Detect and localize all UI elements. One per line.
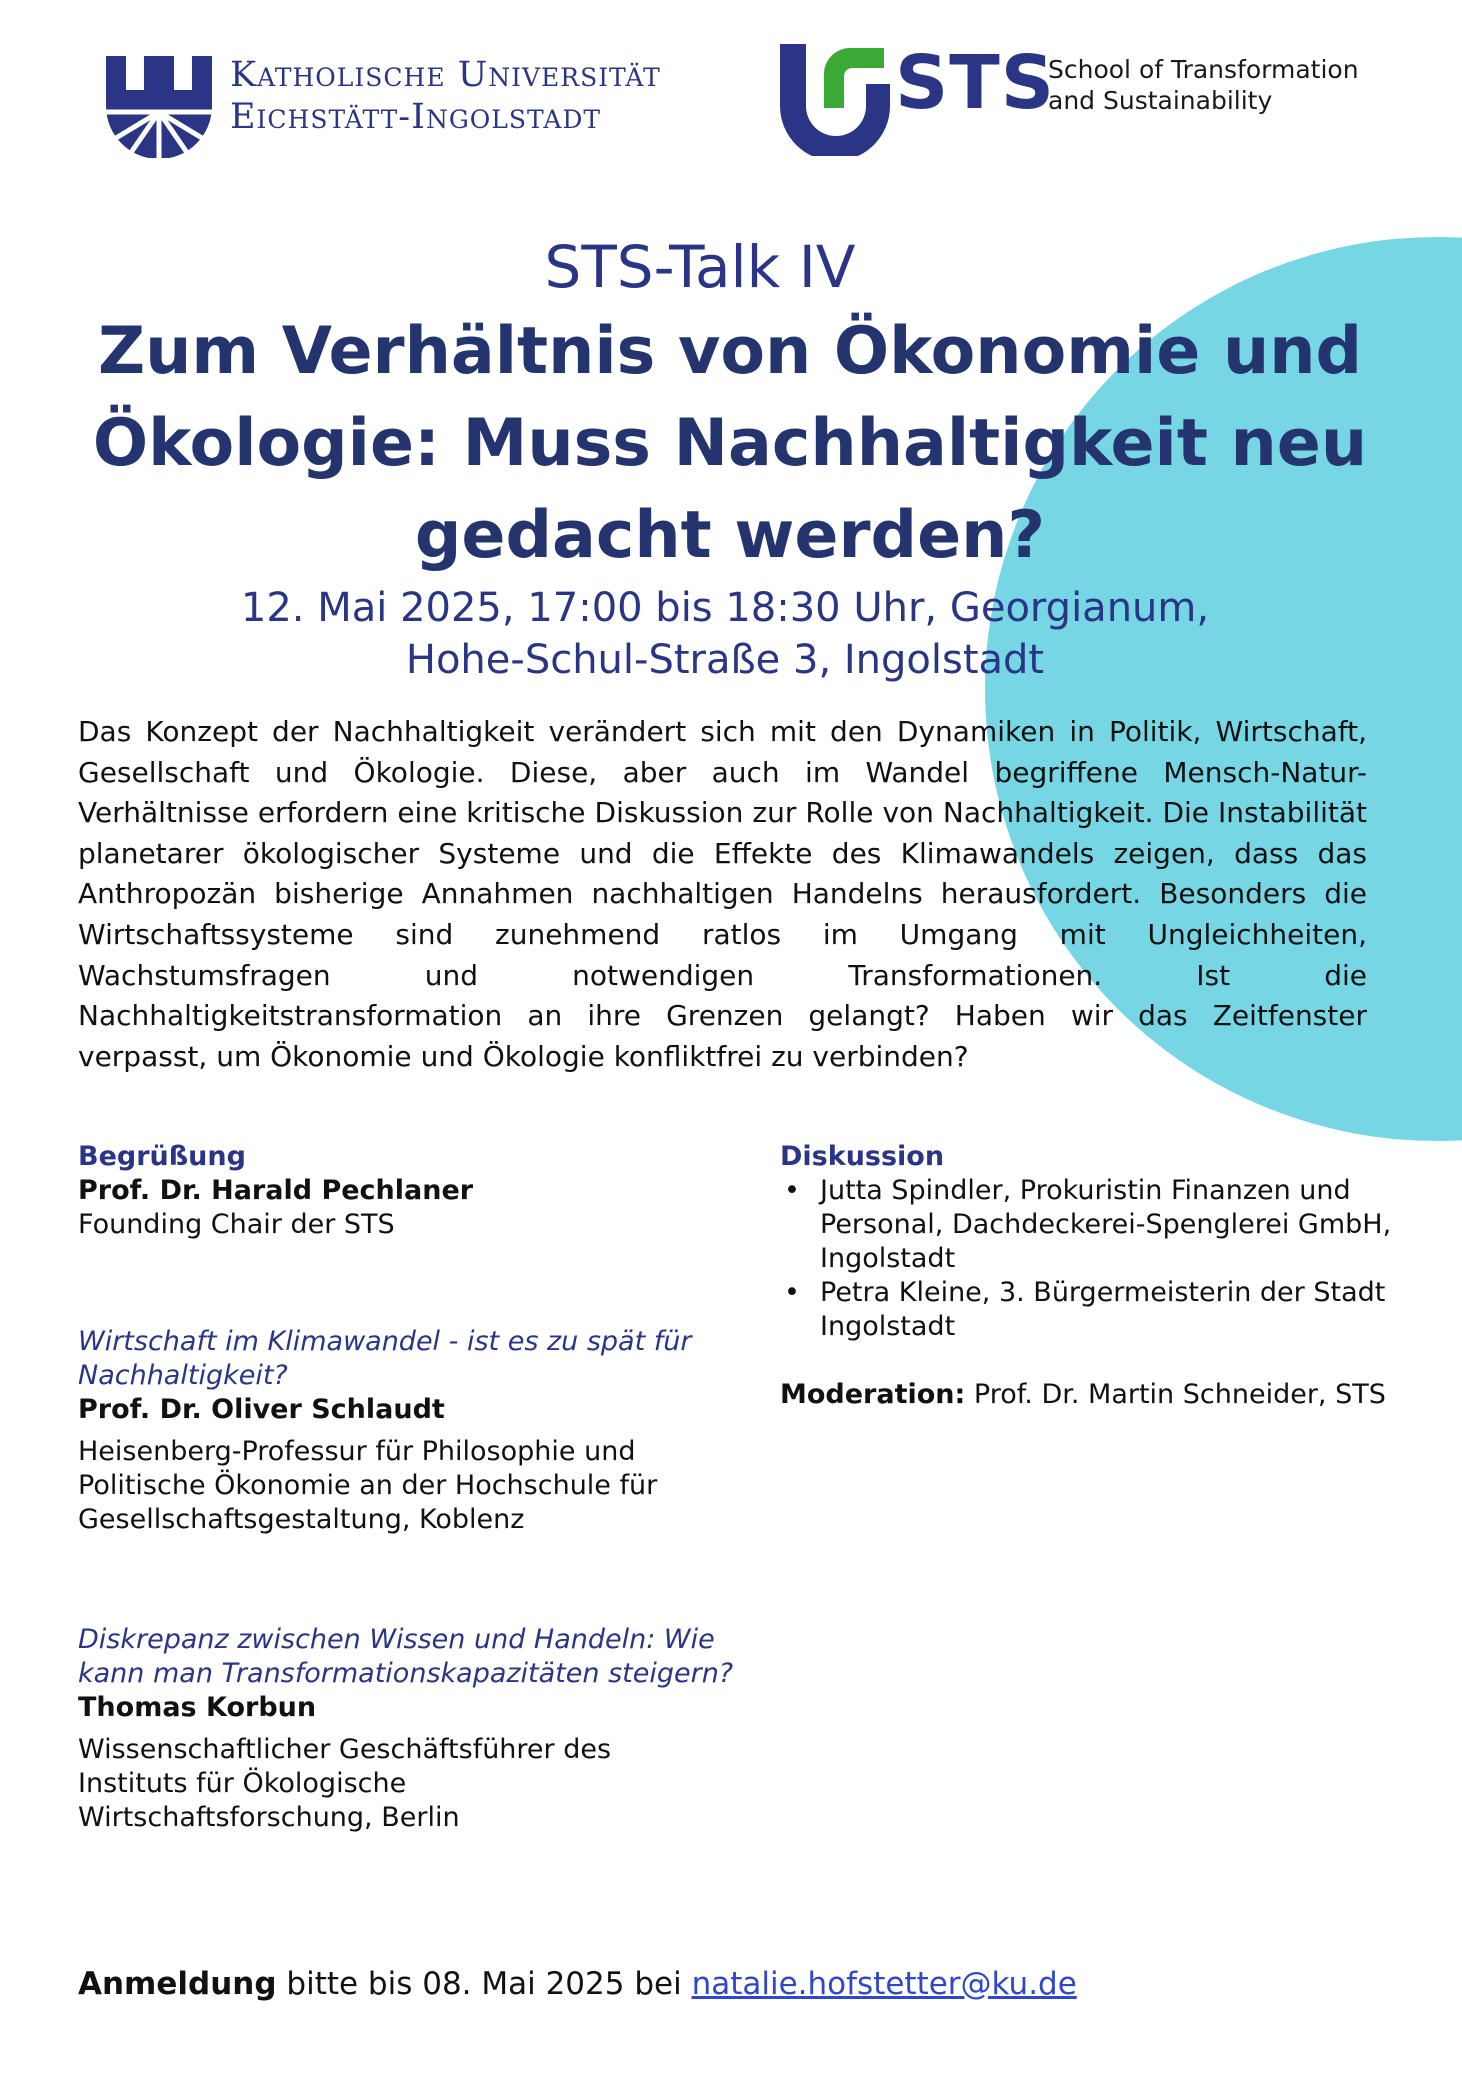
welcome-speaker-name: Prof. Dr. Harald Pechlaner <box>78 1175 474 1206</box>
program-right-column <box>780 1140 1400 1412</box>
talk2-speaker-name: Thomas Korbun <box>78 1692 317 1723</box>
registration-line <box>78 1964 1077 2004</box>
ku-name-line2: Eichstätt-Ingolstadt <box>230 97 602 137</box>
ku-name-line1: Katholische Universität <box>230 55 661 95</box>
talk1-speaker-name: Prof. Dr. Oliver Schlaudt <box>78 1394 445 1425</box>
sts-name-line1: School of Transformation <box>1048 55 1359 84</box>
event-title-line1: Zum Verhältnis von Ökonomie und <box>97 314 1363 389</box>
talk2-speaker-role: Wissenschaftlicher Geschäftsführer des Instituts für Ökologische Wirtschaftsforschung, Berlin <box>78 1734 612 1833</box>
list-item <box>780 1174 1400 1276</box>
ku-emblem-icon <box>106 56 212 158</box>
event-title-line2: Ökologie: Muss Nachhaltigkeit neu <box>92 406 1368 481</box>
registration-email-link[interactable]: natalie.hofstetter@ku.de <box>691 1966 1077 2002</box>
list-item <box>780 1276 1400 1344</box>
sts-school-name <box>1048 54 1359 116</box>
intro-paragraph: Das Konzept der Nachhaltigkeit verändert sich mit den Dynamiken in Politik, Wirtschaft, Gesellschaft und Ökologie. Diese, aber auch im Wandel begriffene Mensch-Natur-Verhältnisse erfordern eine kritische Diskussion zur Rolle von Nachhaltigkeit. Die Instabilität planetarer ökologischer Systeme und die Effekte des Klimawandels zeigen, dass das Anthropozän bisherige Annahmen nachhaltigen Handelns herausfordert. Besonders die Wirtschaftssysteme sind zunehmend ratlos im Umgang mit Ungleichheiten, Wachstumsfragen und notwendigen Transformationen. Ist die Nachhaltigkeitstransformation an ihre Grenzen gelangt? Haben wir das Zeitfenster verpasst, um Ökonomie und Ökologie konfliktfrei zu verbinden? <box>78 715 1367 1073</box>
discussion-heading: Diskussion <box>780 1141 945 1172</box>
sts-name-line2: and Sustainability <box>1048 86 1273 115</box>
event-title-line3: gedacht werden? <box>414 498 1046 573</box>
event-title <box>20 306 1440 582</box>
sts-wordmark: STS <box>895 40 1056 126</box>
moderation-label: Moderation: <box>780 1379 966 1410</box>
event-address-line: Hohe-Schul-Straße 3, Ingolstadt <box>405 637 1045 683</box>
talk1-title: Wirtschaft im Klimawandel - ist es zu spät für Nachhaltigkeit? <box>78 1326 692 1391</box>
welcome-heading: Begrüßung <box>78 1141 246 1172</box>
discussion-participants-list <box>780 1174 1400 1344</box>
bullet-icon: • <box>784 1277 800 1308</box>
participant-text: Jutta Spindler, Prokuristin Finanzen und Personal, Dachdeckerei-Spenglerei GmbH, Ingolstadt <box>820 1175 1392 1274</box>
program-left-column <box>78 1140 758 1835</box>
event-date-location <box>0 582 1450 686</box>
registration-label: Anmeldung <box>78 1966 277 2002</box>
moderation-text: Prof. Dr. Martin Schneider, STS <box>965 1379 1386 1410</box>
ku-university-name <box>230 54 661 138</box>
talk2-title: Diskrepanz zwischen Wissen und Handeln: Wie kann man Transformationskapazitäten steigern? <box>78 1624 734 1689</box>
sts-logo-icon <box>780 44 890 156</box>
bullet-icon: • <box>784 1175 800 1206</box>
event-date-line: 12. Mai 2025, 17:00 bis 18:30 Uhr, Georgianum, <box>240 585 1210 631</box>
event-series-label: STS-Talk IV <box>544 233 856 301</box>
moderation-line <box>780 1378 1400 1412</box>
participant-text: Petra Kleine, 3. Bürgermeisterin der Stadt Ingolstadt <box>820 1277 1386 1342</box>
talk1-speaker-role: Heisenberg-Professur für Philosophie und Politische Ökonomie an der Hochschule für Gesellschaftsgestaltung, Koblenz <box>78 1436 658 1535</box>
welcome-speaker-role: Founding Chair der STS <box>78 1209 395 1240</box>
registration-text: bitte bis 08. Mai 2025 bei <box>276 1966 692 2002</box>
